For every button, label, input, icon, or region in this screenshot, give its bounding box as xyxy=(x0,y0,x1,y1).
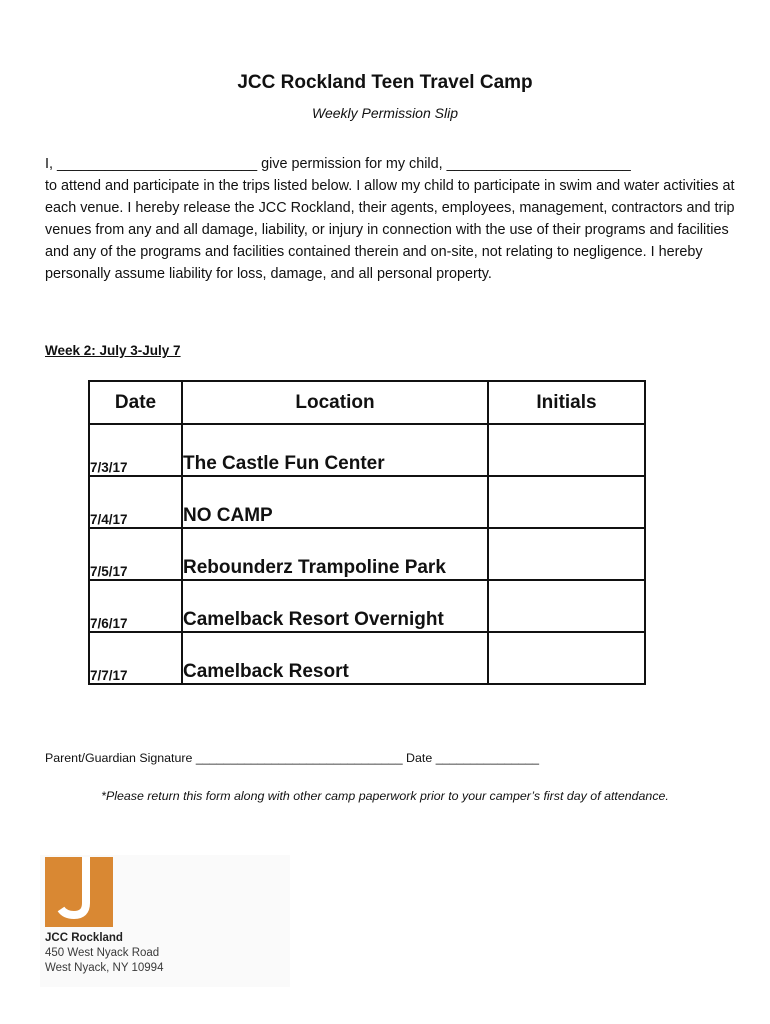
trip-date: 7/3/17 xyxy=(89,424,182,476)
table-row xyxy=(89,528,645,580)
location-column-header: Location xyxy=(182,381,488,424)
page-subtitle: Weekly Permission Slip xyxy=(311,105,458,121)
permission-mid-text: give permission for my child, xyxy=(257,156,447,172)
trip-location: NO CAMP xyxy=(182,476,488,528)
initials-field[interactable] xyxy=(488,476,645,528)
week-heading: Week 2: July 3-July 7 xyxy=(45,343,181,358)
organization-name: JCC Rockland xyxy=(45,932,123,944)
trip-location: Camelback Resort xyxy=(182,632,488,684)
page-title: JCC Rockland Teen Travel Camp xyxy=(237,72,533,93)
trip-location: Rebounderz Trampoline Park xyxy=(182,528,488,580)
signature-field[interactable]: ______________________________ xyxy=(195,751,403,765)
trip-date: 7/6/17 xyxy=(89,580,182,632)
initials-field[interactable] xyxy=(488,528,645,580)
initials-column-header: Initials xyxy=(488,381,645,424)
permission-first-line xyxy=(45,153,735,175)
initials-field[interactable] xyxy=(488,580,645,632)
trip-date: 7/4/17 xyxy=(89,476,182,528)
table-header-row xyxy=(89,381,645,424)
jcc-j-logo-icon xyxy=(45,857,113,927)
table-row xyxy=(89,476,645,528)
table-row xyxy=(89,580,645,632)
date-label: Date xyxy=(406,751,433,765)
date-column-header: Date xyxy=(89,381,182,424)
signature-label: Parent/Guardian Signature xyxy=(45,751,193,765)
permission-paragraph xyxy=(45,153,735,285)
trip-date: 7/5/17 xyxy=(89,528,182,580)
table-row xyxy=(89,632,645,684)
address-line-1: 450 West Nyack Road xyxy=(45,947,160,959)
parent-name-field[interactable]: _________________________ xyxy=(57,156,258,172)
address-line-2: West Nyack, NY 10994 xyxy=(45,962,164,974)
date-field[interactable]: _______________ xyxy=(435,751,540,765)
return-instructions-note: *Please return this form along with other camp paperwork prior to your camper’s first day of attendance. xyxy=(101,789,669,803)
logo-address-block xyxy=(45,931,163,976)
trip-location: The Castle Fun Center xyxy=(182,424,488,476)
initials-field[interactable] xyxy=(488,424,645,476)
trip-location: Camelback Resort Overnight xyxy=(182,580,488,632)
trip-date: 7/7/17 xyxy=(89,632,182,684)
signature-line xyxy=(45,751,539,765)
permission-intro-text: I, xyxy=(45,156,57,172)
table-row xyxy=(89,424,645,476)
trip-schedule-table xyxy=(88,380,646,685)
child-name-field[interactable]: _______________________ xyxy=(446,156,631,172)
permission-body-text: to attend and participate in the trips listed below. I allow my child to participate in swim and water activities at each venue. I hereby release the JCC Rockland, their agents, employees, management, contractors and trip venues from any and all damage, liability, or injury in connection with the use of their programs and facilities and any of the programs and facilities contained therein and on-site, not relating to negligence. I hereby personally assume liability for loss, damage, and all personal property. xyxy=(45,178,735,282)
initials-field[interactable] xyxy=(488,632,645,684)
